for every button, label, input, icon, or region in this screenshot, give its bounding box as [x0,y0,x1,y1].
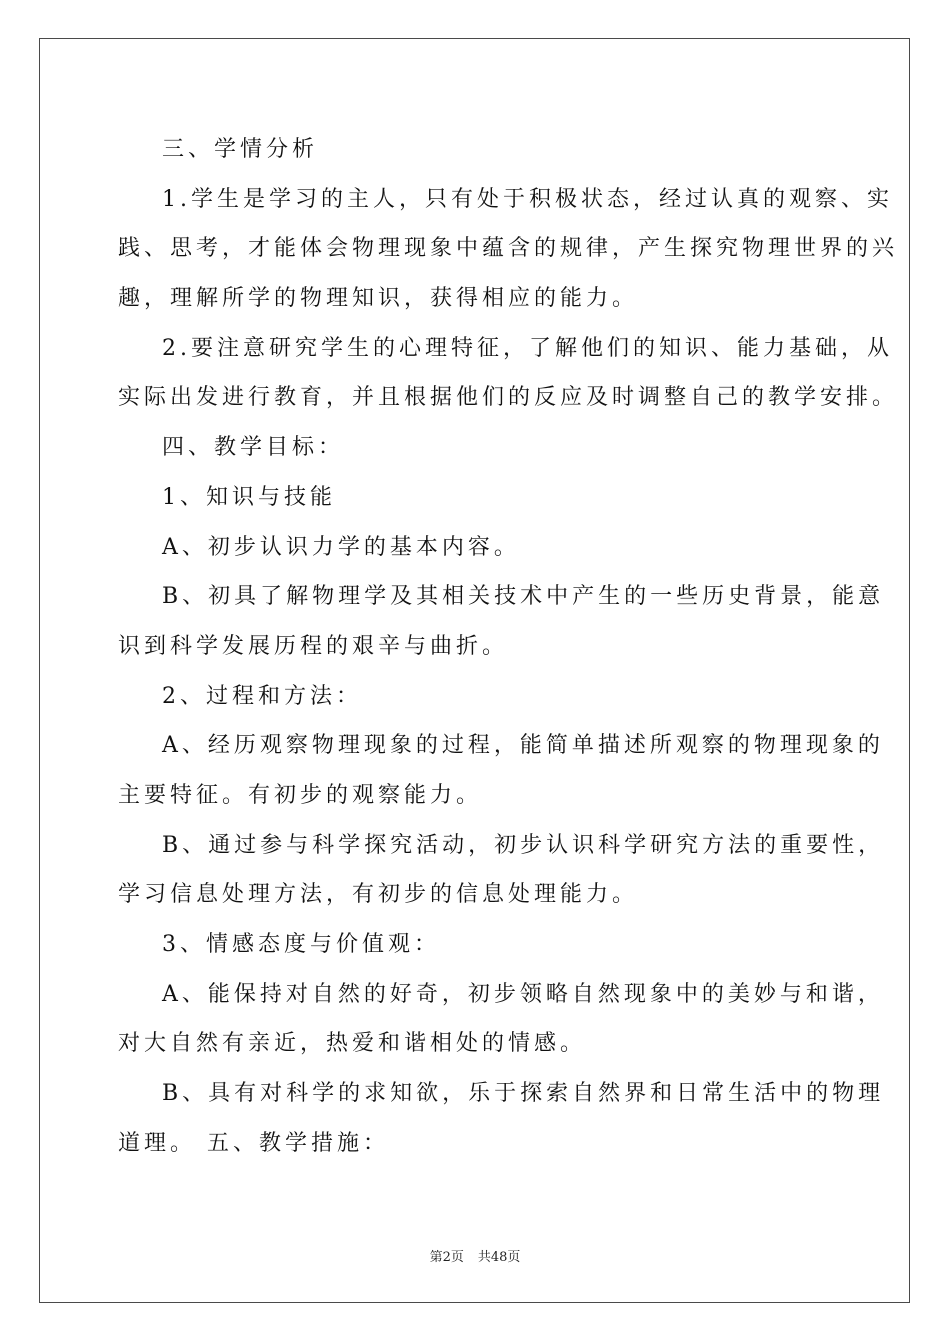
paragraph-line: B、通过参与科学探究活动，初步认识科学研究方法的重要性， [162,832,885,858]
paragraph-line: A、能保持对自然的好奇，初步领略自然现象中的美妙与和谐， [162,981,884,1007]
section-heading: 四、教学目标： [162,435,345,461]
paragraph-line: B、具有对科学的求知欲，乐于探索自然界和日常生活中的物理 [162,1081,885,1107]
paragraph-line: 实际出发进行教育，并且根据他们的反应及时调整自己的教学安排。 [118,385,899,411]
paragraph-line: 识到科学发展历程的艰辛与曲折。 [118,633,509,659]
page-footer [0,1246,950,1265]
paragraph-line: 趣，理解所学的物理知识，获得相应的能力。 [118,286,639,312]
paragraph-line: 主要特征。有初步的观察能力。 [118,782,483,808]
paragraph-line: A、经历观察物理现象的过程，能简单描述所观察的物理现象的 [162,733,884,759]
paragraph-line: 道理。 五、教学措施： [118,1130,389,1156]
paragraph-line: B、初具了解物理学及其相关技术中产生的一些历史背景，能意 [162,584,885,610]
document-body [118,125,899,1168]
total-pages-label: 共48页 [477,1250,521,1265]
paragraph-line: 对大自然有亲近，热爱和谐相处的情感。 [118,1031,587,1057]
subsection-heading: 2、过程和方法： [162,683,362,709]
paragraph-line: 1.学生是学习的主人，只有处于积极状态，经过认真的观察、实 [162,186,893,212]
paragraph-line: 学习信息处理方法，有初步的信息处理能力。 [118,882,639,908]
subsection-heading: 1、知识与技能 [162,484,336,510]
paragraph-line: A、初步认识力学的基本内容。 [162,534,520,560]
subsection-heading: 3、情感态度与价值观： [162,932,440,957]
paragraph-line: 2.要注意研究学生的心理特征，了解他们的知识、能力基础，从 [162,335,893,361]
paragraph-line: 践、思考，才能体会物理现象中蕴含的规律，产生探究物理世界的兴 [118,236,899,262]
section-heading: 三、学情分析 [162,137,319,162]
current-page-label: 第2页 [429,1250,464,1265]
